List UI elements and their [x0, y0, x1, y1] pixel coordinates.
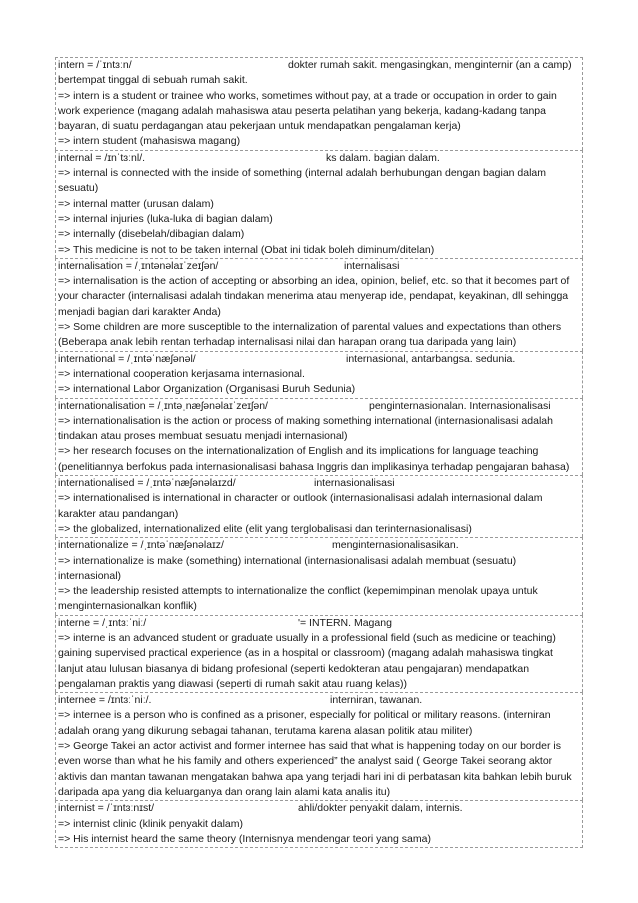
example-line: => internationalisation is the action or process of making something international (internasionalisasi adalah tindakan atau proses membuat sesuatu menjadi internasional) — [58, 414, 553, 443]
entry-internationalisation — [55, 398, 583, 475]
term: interne = /ˌɪntɜːˈniː/ — [58, 616, 147, 629]
meaning: menginternasionalisasikan. — [332, 539, 459, 552]
example-line: => Some children are more susceptible to the internalization of parental values and expectations than others (Beberapa anak lebih rentan terhadap internalisasi nilai dan harapan orang tua daripada yang lain) — [58, 321, 562, 349]
example-line: => international Labor Organization (Organisasi Buruh Sedunia) — [58, 383, 356, 396]
meaning: '= INTERN. Magang — [298, 616, 392, 629]
meaning: internalisasi — [344, 259, 400, 272]
term: internationalisation = /ˌɪntəˌnæʃənəlaɪˈzeɪʃən/ — [58, 399, 268, 412]
entry-internationalize — [55, 537, 583, 614]
entry-international — [55, 351, 583, 398]
meaning: dokter rumah sakit. mengasingkan, menginternir (an a camp) — [288, 59, 572, 71]
meaning: interniran, tawanan. — [330, 694, 423, 707]
meaning: ahli/dokter penyakit dalam, internis. — [298, 802, 463, 815]
entry-internist — [55, 800, 583, 848]
term: internalisation = /ˌɪntənəlaɪˈzeɪʃən/ — [58, 259, 219, 272]
entry-head — [58, 352, 580, 367]
example-line: => internist clinic (klinik penyakit dalam) — [58, 817, 243, 830]
example-line: => intern student (mahasiswa magang) — [58, 135, 241, 148]
example-line: => internally (disebelah/dibagian dalam) — [58, 228, 245, 241]
term: internationalised = /ˌɪntəˈnæʃənəlaɪzd/ — [58, 477, 236, 490]
meaning: penginternasionalan. Internasionalisasi — [369, 399, 551, 412]
meaning-continued: bertempat tinggal di sebuah rumah sakit. — [58, 74, 248, 87]
entry-head — [58, 476, 580, 491]
entry-head — [58, 58, 580, 73]
example-line: => international cooperation kerjasama internasional. — [58, 367, 305, 380]
term: internist = /ˈɪntɜːnɪst/ — [58, 802, 155, 815]
entry-internee — [55, 692, 583, 800]
meaning: internasionalisasi — [314, 477, 395, 490]
example-line: => interne is an advanced student or graduate usually in a professional field (such as medicine or teaching) gaining supervised practical experience (as in a hospital or classroom) (magang adalah mahasiswa tingkat lanjut atau lulusan biasanya di bidang profesional (seperti kedokteran atau pengajaran) mendapatkan pengalaman praktis yang diawasi (seperti di rumah sakit atau ruang kelas)) — [58, 631, 556, 690]
entry-intern — [55, 57, 583, 150]
term: internee = /ɪntɜːˈniː/. — [58, 694, 152, 707]
example-line: => internalisation is the action of accepting or absorbing an idea, opinion, belief, etc. so that it becomes part of your character (internalisasi adalah tindakan menerima atau menyerap ide, pendapat, keyakinan, dll sehingga menjadi bagian dari karakter Anda) — [58, 275, 570, 318]
example-line: => internee is a person who is confined as a prisoner, especially for political or military reasons. (interniran adalah orang yang dikurung sebagai tahanan, terutama karena alasan politik atau militer) — [58, 709, 551, 737]
entry-head — [58, 538, 580, 553]
example-line: => internal is connected with the inside of something (internal adalah berhubungan dengan bagian dalam sesuatu) — [58, 167, 547, 195]
glossary-page — [55, 57, 583, 848]
entry-internalisation — [55, 258, 583, 351]
entry-internal — [55, 150, 583, 258]
example-line: => This medicine is not to be taken internal (Obat ini tidak boleh diminum/ditelan) — [58, 243, 435, 256]
meaning: ks dalam. bagian dalam. — [326, 151, 440, 164]
term: intern = /ˈɪntɜːn/ — [58, 59, 132, 71]
example-line: => George Takei an actor activist and former internee has said that what is happening today on our border is even worse than what he his family and others experienced” the analyst said ( George Takei seorang aktor aktivis dan mantan tawanan mengatakan bahwa apa yang terjadi hari ini di perbatasan kita bahkan lebih buruk daripada apa yang dia keluarganya dan orang lain alami kata analis itu) — [58, 740, 572, 798]
entry-internationalised — [55, 475, 583, 537]
example-line: => internationalised is international in character or outlook (internasionalisasi adalah internasional dalam karakter atau pandangan) — [58, 492, 543, 520]
entry-head — [58, 801, 580, 816]
example-line: => the leadership resisted attempts to internationalize the conflict (kepemimpinan menolak upaya untuk menginternasionalkan konflik) — [58, 585, 538, 613]
entry-head — [58, 259, 580, 274]
entry-head — [58, 693, 580, 708]
example-line: => the globalized, internationalized elite (elit yang terglobalisasi dan terinternasionalisasi) — [58, 522, 472, 535]
term: internationalize = /ˌɪntəˈnæʃənəlaɪz/ — [58, 539, 224, 552]
example-line: => internal injuries (luka-luka di bagian dalam) — [58, 212, 273, 225]
entry-head — [58, 399, 580, 414]
example-line: => His internist heard the same theory (Internisnya mendengar teori yang sama) — [58, 832, 431, 845]
example-line: => her research focuses on the internationalization of English and its implications for language teaching (penelitiannya berfokus pada internasionalisasi bahasa Inggris dan implikasinya terhadap pengajaran bahasa) — [58, 445, 570, 473]
example-line: => intern is a student or trainee who works, sometimes without pay, at a trade or occupation in order to gain work experience (magang adalah mahasiswa atau peserta pelatihan yang bekerja, kadang-kadang tanpa bayaran, di suatu perdagangan atau pekerjaan untuk mendapatkan pengalaman kerja) — [58, 89, 557, 133]
term: international = /ˌɪntəˈnæʃənəl/ — [58, 352, 196, 365]
meaning: internasional, antarbangsa. sedunia. — [346, 352, 516, 365]
entry-head — [58, 616, 580, 631]
entry-interne — [55, 615, 583, 692]
term: internal = /ɪnˈtɜːnl/. — [58, 151, 146, 164]
example-line: => internationalize is make (something) international (internasionalisasi adalah membuat (sesuatu) internasional) — [58, 554, 517, 582]
entry-head — [58, 151, 580, 166]
example-line: => internal matter (urusan dalam) — [58, 197, 214, 210]
